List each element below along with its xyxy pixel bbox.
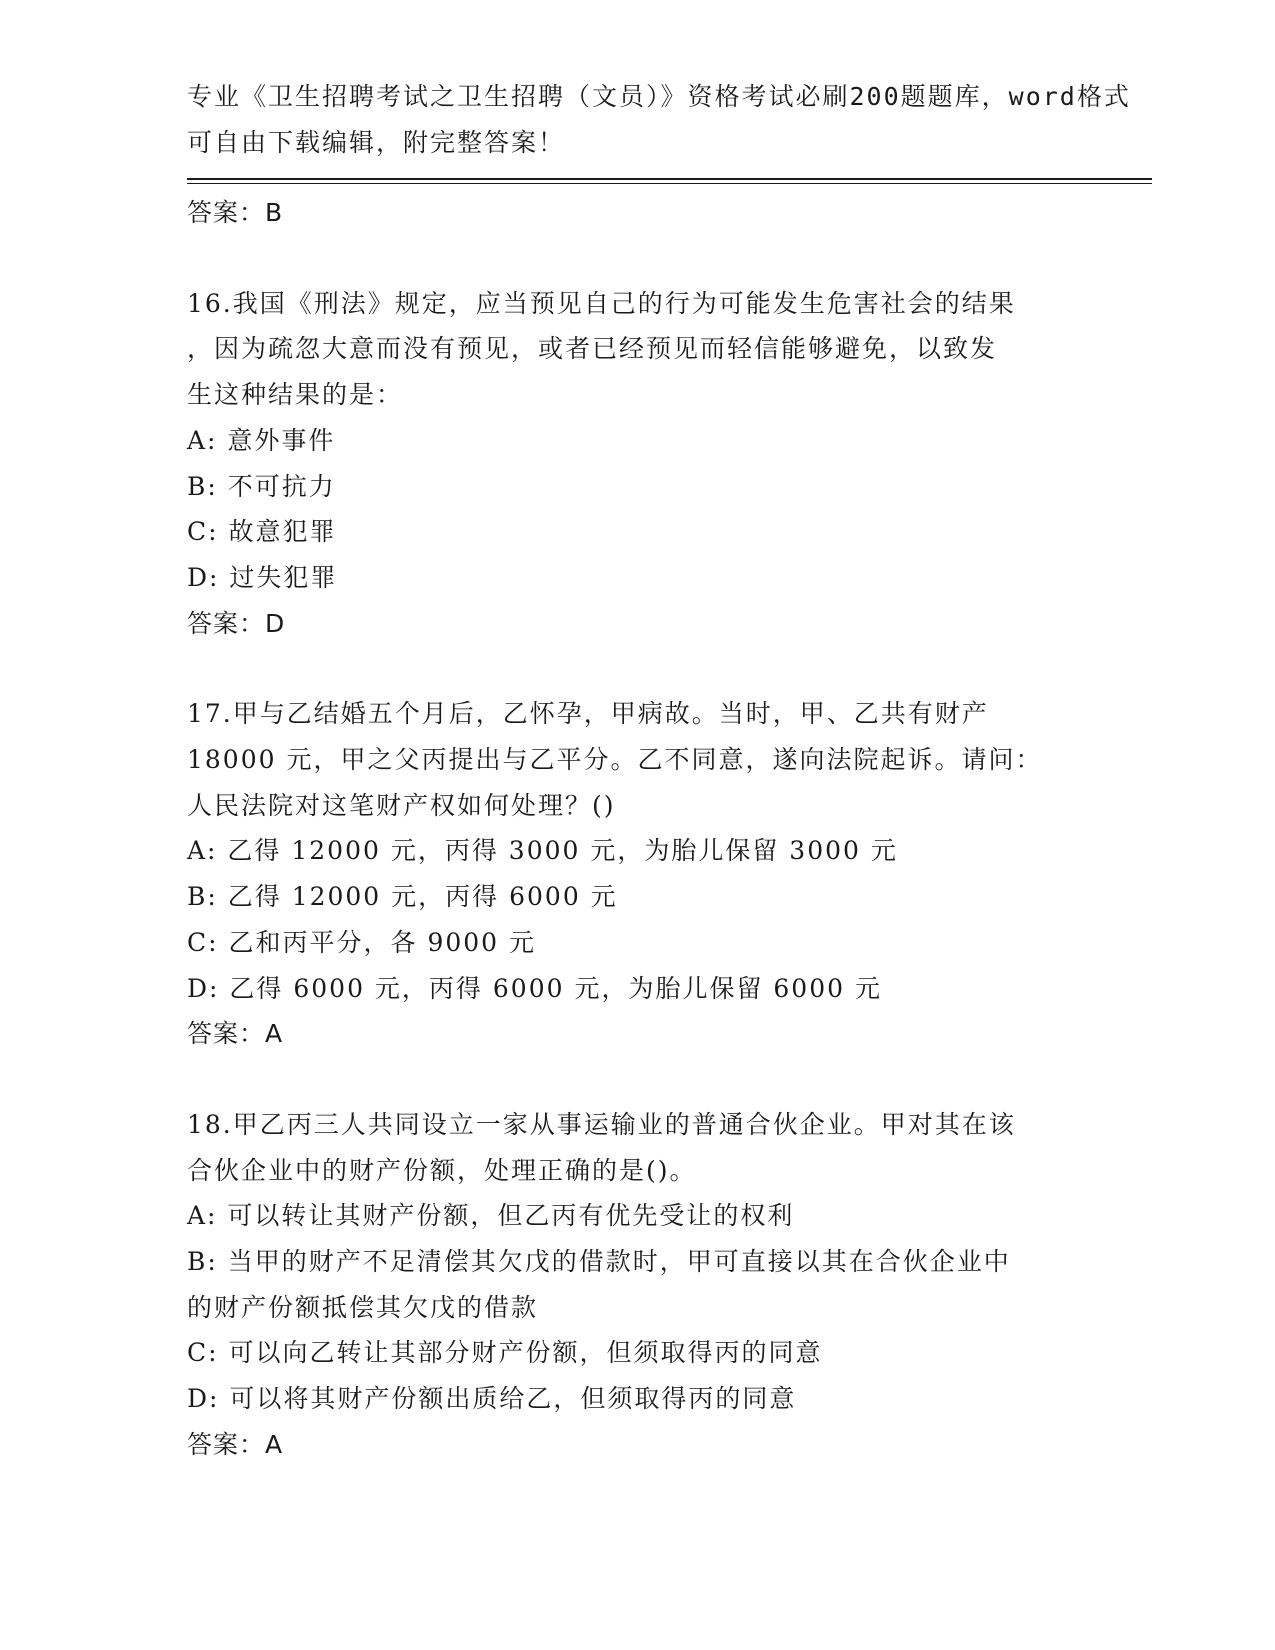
question-text: 合伙企业中的财产份额，处理正确的是()。 — [187, 1155, 697, 1185]
option-b: B: 当甲的财产不足清偿其欠戊的借款时，甲可直接以其在合伙企业中 — [187, 1247, 1011, 1277]
spacer — [187, 236, 1087, 281]
header-divider-thin — [187, 183, 1152, 184]
option-d: D: 可以将其财产份额出质给乙，但须取得丙的同意 — [187, 1384, 797, 1414]
question-text: ，因为疏忽大意而没有预见，或者已经预见而轻信能够避免，以致发 — [187, 334, 998, 364]
question-text: 18.甲乙丙三人共同设立一家从事运输业的普通合伙企业。甲对其在该 — [187, 1109, 1016, 1139]
spacer — [187, 1057, 1087, 1102]
option-b-continued: 的财产份额抵偿其欠戊的借款 — [187, 1292, 539, 1322]
option-d: D: 过失犯罪 — [187, 562, 338, 592]
question-item — [187, 691, 1087, 1057]
option-b: B: 乙得 12000 元，丙得 6000 元 — [187, 882, 618, 912]
question-list — [187, 190, 1087, 1468]
document-header — [187, 74, 1131, 165]
answer-label: 答案：A — [187, 1429, 284, 1459]
answer-label: 答案：A — [187, 1019, 284, 1049]
header-line-2: 可自由下载编辑，附完整答案！ — [187, 127, 566, 157]
option-a: A: 意外事件 — [187, 425, 336, 455]
option-c: C: 乙和丙平分，各 9000 元 — [187, 927, 537, 957]
question-item — [187, 1102, 1087, 1468]
question-text: 18000 元，甲之父丙提出与乙平分。乙不同意，遂向法院起诉。请问： — [187, 745, 1043, 775]
option-b: B: 不可抗力 — [187, 471, 336, 501]
option-a: A: 可以转让其财产份额，但乙丙有优先受让的权利 — [187, 1201, 795, 1231]
question-item — [187, 281, 1087, 647]
answer-label: 答案：D — [187, 608, 286, 638]
answer-label: 答案：B — [187, 198, 284, 227]
option-d: D: 乙得 6000 元，丙得 6000 元，为胎儿保留 6000 元 — [187, 973, 882, 1003]
question-text: 17.甲与乙结婚五个月后，乙怀孕，甲病故。当时，甲、乙共有财产 — [187, 699, 989, 729]
header-divider-thick — [187, 178, 1152, 180]
option-c: C: 可以向乙转让其部分财产份额，但须取得丙的同意 — [187, 1338, 823, 1368]
option-a: A: 乙得 12000 元，丙得 3000 元，为胎儿保留 3000 元 — [187, 836, 898, 866]
option-c: C: 故意犯罪 — [187, 517, 337, 547]
question-text: 生这种结果的是： — [187, 380, 404, 410]
question-text: 人民法院对这笔财产权如何处理？() — [187, 790, 616, 820]
spacer — [187, 646, 1087, 691]
question-text: 16.我国《刑法》规定，应当预见自己的行为可能发生危害社会的结果 — [187, 288, 1016, 318]
header-line-1: 专业《卫生招聘考试之卫生招聘（文员）》资格考试必刷200题题库，word格式 — [187, 82, 1131, 111]
